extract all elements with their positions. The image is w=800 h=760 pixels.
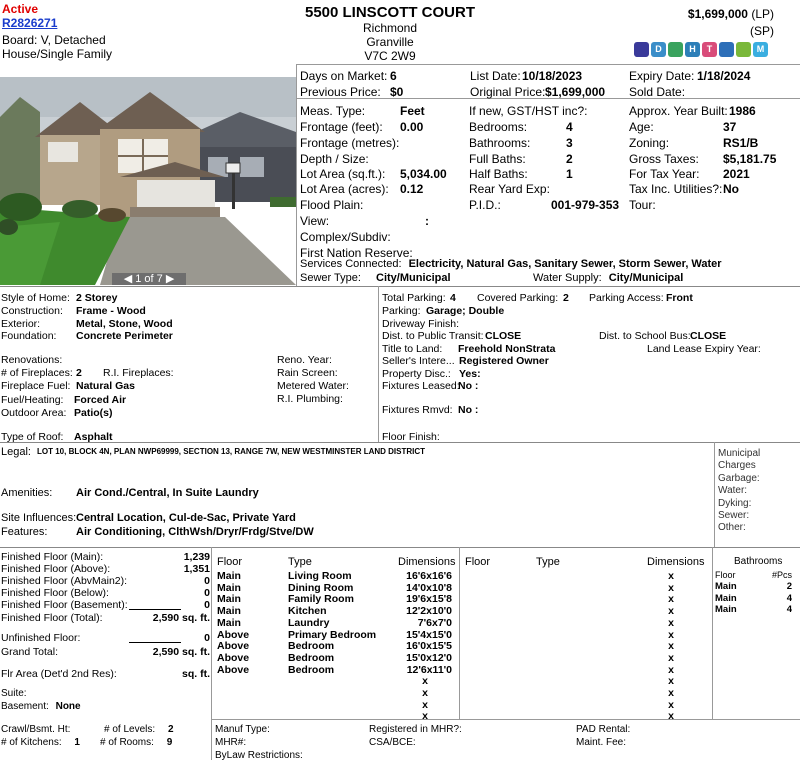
detail-label-18: Age: xyxy=(629,120,654,134)
construction-label-13: Metered Water: xyxy=(277,380,349,392)
construction-label-4: Renovations: xyxy=(1,354,63,366)
parking-value-2: Front xyxy=(666,292,693,304)
floor-area-label: Finished Floor (Below): xyxy=(1,587,109,599)
floor-area-value: 0 xyxy=(204,575,210,587)
city: Richmond xyxy=(362,21,418,35)
detail-value-13: 2 xyxy=(566,152,573,166)
floor-area-value: sq. ft. xyxy=(182,668,210,680)
room-dimensions: 7'6x7'0 xyxy=(417,616,452,629)
room-floor-header: Floor xyxy=(217,556,243,568)
room2-type-header: Type xyxy=(536,556,560,568)
detail-value-11: 4 xyxy=(566,120,573,134)
list-price: $1,699,000 xyxy=(687,7,748,21)
parking-value-1: 2 xyxy=(563,292,569,304)
legal-label: Legal: xyxy=(1,446,31,458)
room2-dimensions: x xyxy=(668,675,674,688)
parking-label-4: Driveway Finish: xyxy=(382,318,460,330)
room2-dimensions: x xyxy=(668,628,674,641)
levels-label: # of Levels: xyxy=(104,724,156,735)
room-dimensions: x xyxy=(422,710,428,723)
construction-value-0: 2 Storey xyxy=(76,292,118,304)
kitchens-label: # of Kitchens: xyxy=(1,737,62,748)
detail-label-19: Zoning: xyxy=(629,136,670,150)
levels-value: 2 xyxy=(167,724,174,735)
room-type-header: Type xyxy=(288,556,312,568)
floor-area-value: 1,239 xyxy=(183,551,210,563)
globe-badge[interactable] xyxy=(719,42,734,57)
manuf-type-label: Manuf Type: xyxy=(215,724,270,735)
parking-value-6: CLOSE xyxy=(690,330,727,342)
room-floor: Above xyxy=(217,651,250,664)
room-floor: Above xyxy=(217,663,250,676)
parking-value-9: Registered Owner xyxy=(459,355,549,367)
construction-label-1: Construction: xyxy=(1,305,63,317)
parking-label-7: Title to Land: xyxy=(382,343,443,355)
floor-area-label: Grand Total: xyxy=(1,646,59,658)
floor-area-value: 2,590 sq. ft. xyxy=(152,646,210,658)
sp-label: (SP) xyxy=(750,24,774,38)
summary-value-1: $0 xyxy=(390,85,404,99)
detail-label-23: Tour: xyxy=(629,198,656,212)
room-dimensions: 12'2x10'0 xyxy=(406,605,452,618)
construction-value-10: Asphalt xyxy=(74,431,113,443)
photo-counter[interactable] xyxy=(112,273,186,285)
detail-value-22: No xyxy=(723,182,739,196)
summary-value-2: 10/18/2023 xyxy=(522,69,583,83)
municipal-item: Sewer: xyxy=(718,510,750,522)
construction-label-8: Fuel/Heating: xyxy=(1,394,64,406)
construction-label-14: R.I. Plumbing: xyxy=(277,393,343,405)
room2-dimensions: x xyxy=(668,570,674,582)
area: Granville xyxy=(366,35,414,49)
construction-label-9: Outdoor Area: xyxy=(1,407,67,419)
room-type: Laundry xyxy=(288,616,330,629)
detail-label-7: View: xyxy=(300,214,330,228)
construction-value-1: Frame - Wood xyxy=(76,305,146,317)
detail-label-3: Depth / Size: xyxy=(300,152,369,166)
postal-code: V7C 2W9 xyxy=(364,49,416,63)
parking-label-2: Parking Access: xyxy=(589,292,664,304)
room-dimensions: 16'6x16'6 xyxy=(406,570,452,582)
detail-label-6: Flood Plain: xyxy=(300,198,364,212)
parking-value-12: No : xyxy=(458,404,479,416)
summary-value-0: 6 xyxy=(390,69,397,83)
detail-label-17: Approx. Year Built: xyxy=(629,104,728,118)
room-dimensions: 16'0x15'5 xyxy=(406,640,452,653)
room-type: Bedroom xyxy=(288,640,335,653)
room-type: Primary Bedroom xyxy=(288,628,377,641)
room-dimensions: 15'4x15'0 xyxy=(406,628,452,641)
detail-value-18: 37 xyxy=(723,120,737,134)
room2-dimensions: x xyxy=(668,698,674,711)
parking-label-12: Fixtures Rmvd: xyxy=(382,404,453,416)
parking-label-13: Floor Finish: xyxy=(382,431,440,443)
address-title: 5500 LINSCOTT COURT xyxy=(304,4,476,21)
room-dimensions: 15'0x12'0 xyxy=(406,651,452,664)
chart-badge[interactable] xyxy=(668,42,683,57)
registered-mhr-label: Registered in MHR?: xyxy=(369,724,462,735)
summary-label-0: Days on Market: xyxy=(300,69,388,83)
summary-label-2: List Date: xyxy=(470,69,521,83)
legal-text: LOT 10, BLOCK 4N, PLAN NWP69999, SECTION 13, RANGE 7W, NEW WESTMINSTER LAND DISTRICT xyxy=(37,447,426,456)
services-row xyxy=(300,258,722,270)
m-badge[interactable]: M xyxy=(753,42,768,57)
sewer-value: City/Municipal xyxy=(376,272,451,284)
rooms-count-row xyxy=(100,737,172,748)
construction-value-8: Forced Air xyxy=(74,394,127,406)
construction-value-5: 2 xyxy=(76,367,82,379)
construction-label-10: Type of Roof: xyxy=(1,431,64,443)
water-supply-row xyxy=(533,272,683,284)
construction-label-0: Style of Home: xyxy=(1,292,70,304)
basement-row xyxy=(1,701,81,712)
floor-area-value: 2,590 sq. ft. xyxy=(152,612,210,624)
room-floor: Main xyxy=(217,593,241,606)
construction-label-11: Reno. Year: xyxy=(277,354,332,366)
room2-dimensions: x xyxy=(668,687,674,699)
csa-label: CSA/BCE: xyxy=(369,737,416,748)
floor-area-label: Finished Floor (Total): xyxy=(1,612,103,624)
amenities-value: Air Cond./Central, In Suite Laundry xyxy=(76,487,259,499)
next-arrow-icon[interactable]: ▶ xyxy=(165,273,175,285)
detail-label-9: First Nation Reserve: xyxy=(300,246,413,260)
floor-area-value: 0 xyxy=(204,599,210,611)
floor-area-label: Finished Floor (Above): xyxy=(1,563,111,575)
room-floor: Main xyxy=(217,570,241,582)
construction-label-7: Fireplace Fuel: xyxy=(1,380,71,392)
summary-label-3: Original Price: xyxy=(470,85,546,99)
room-floor: Main xyxy=(217,605,241,618)
parking-value-0: 4 xyxy=(450,292,456,304)
bath-pcs: 2 xyxy=(786,581,792,592)
water-supply-value: City/Municipal xyxy=(608,272,684,284)
construction-label-2: Exterior: xyxy=(1,318,41,330)
construction-label-5: # of Fireplaces: xyxy=(1,367,73,379)
prev-arrow-icon[interactable]: ◀ xyxy=(123,273,133,285)
municipal-item: Garbage: xyxy=(718,472,760,484)
detail-value-1: 0.00 xyxy=(400,120,424,134)
municipal-item: Other: xyxy=(718,522,746,534)
board-text: Board: V, Detached xyxy=(2,33,106,47)
detail-label-12: Bathrooms: xyxy=(469,136,531,150)
room-dimensions: x xyxy=(422,675,428,688)
detail-value-14: 1 xyxy=(566,167,573,181)
maint-fee-label: Maint. Fee: xyxy=(576,737,627,748)
services-value: Electricity, Natural Gas, Sanitary Sewer, Storm Sewer, Water xyxy=(408,258,722,270)
amenities-label: Amenities: xyxy=(1,487,53,499)
bath-pcs: 4 xyxy=(786,592,792,604)
room2-dimensions: x xyxy=(668,663,674,676)
bath-floor: Main xyxy=(715,604,737,615)
bath-floor-header: Floor xyxy=(715,570,736,580)
detail-value-4: 5,034.00 xyxy=(400,167,447,181)
summary-label-4: Expiry Date: xyxy=(629,69,695,83)
detail-label-11: Bedrooms: xyxy=(469,120,528,134)
parking-label-8: Land Lease Expiry Year: xyxy=(647,343,761,355)
floor-area-value: 1,351 xyxy=(183,563,210,575)
pad-rental-label: PAD Rental: xyxy=(576,724,631,735)
detail-label-21: For Tax Year: xyxy=(629,167,700,181)
detail-label-5: Lot Area (acres): xyxy=(300,182,389,196)
room2-floor-header: Floor xyxy=(465,556,491,568)
parking-value-11: No : xyxy=(458,380,479,392)
rooms-count-label: # of Rooms: xyxy=(100,737,154,748)
detail-value-0: Feet xyxy=(400,104,425,118)
rooms-count-value: 9 xyxy=(166,737,173,748)
listing-number-link[interactable]: R2826271 xyxy=(2,16,58,30)
detail-value-7: : xyxy=(425,214,429,228)
detail-value-17: 1986 xyxy=(729,104,756,118)
levels-row xyxy=(104,724,174,735)
room-type: Living Room xyxy=(288,570,352,582)
room2-dim-header: Dimensions xyxy=(647,556,705,568)
room2-dimensions: x xyxy=(668,581,674,594)
parking-value-7: Freehold NonStrata xyxy=(458,343,556,355)
municipal-title: Municipal Charges xyxy=(718,448,761,472)
detail-label-0: Meas. Type: xyxy=(300,104,366,118)
list-price-row xyxy=(688,7,774,21)
room2-dimensions: x xyxy=(668,616,674,629)
parking-label-9: Seller's Intere... xyxy=(382,355,455,367)
parking-value-10: Yes: xyxy=(459,368,481,380)
detail-label-1: Frontage (feet): xyxy=(300,120,383,134)
photo-counter-text: 1 of 7 xyxy=(135,273,163,285)
room-dimensions: x xyxy=(422,687,428,699)
detail-value-16: 001-979-353 xyxy=(551,198,620,212)
bath-floor: Main xyxy=(715,581,737,592)
basement-value: None xyxy=(55,701,81,712)
mhr-label: MHR#: xyxy=(215,737,247,748)
room2-dimensions: x xyxy=(668,605,674,618)
room-type: Bedroom xyxy=(288,651,335,664)
room-floor: Above xyxy=(217,628,250,641)
room2-dimensions: x xyxy=(668,710,674,723)
floor-area-label: Finished Floor (AbvMain2): xyxy=(1,575,128,587)
room2-dimensions: x xyxy=(668,651,674,664)
features-value: Air Conditioning, ClthWsh/Dryr/Frdg/Stve/DW xyxy=(76,526,314,538)
d-badge[interactable]: D xyxy=(651,42,666,57)
room-floor: Main xyxy=(217,581,241,594)
floor-area-label: Finished Floor (Basement): xyxy=(1,599,128,611)
construction-value-7: Natural Gas xyxy=(76,380,135,392)
room2-dimensions: x xyxy=(668,640,674,653)
floor-area-value: 0 xyxy=(204,632,210,644)
construction-value-9: Patio(s) xyxy=(74,407,113,419)
detail-value-21: 2021 xyxy=(723,167,750,181)
room2-dimensions: x xyxy=(668,593,674,606)
detail-label-20: Gross Taxes: xyxy=(629,152,699,166)
t-badge[interactable]: T xyxy=(702,42,717,57)
bathrooms-title: Bathrooms xyxy=(734,556,783,567)
room-floor: Main xyxy=(217,616,241,629)
detail-value-19: RS1/B xyxy=(723,136,759,150)
summary-value-4: 1/18/2024 xyxy=(697,69,751,83)
house-photo xyxy=(0,77,296,285)
summary-label-1: Previous Price: xyxy=(300,85,381,99)
floor-area-label: Flr Area (Det'd 2nd Res): xyxy=(1,668,117,680)
floor-area-value: 0 xyxy=(204,587,210,599)
crawl-label: Crawl/Bsmt. Ht: xyxy=(1,724,71,735)
floor-area-label: Finished Floor (Main): xyxy=(1,551,104,563)
detail-label-22: Tax Inc. Utilities?: xyxy=(629,182,723,196)
construction-label-12: Rain Screen: xyxy=(277,367,338,379)
address-block xyxy=(240,4,540,63)
bath-floor: Main xyxy=(715,592,737,604)
detail-label-14: Half Baths: xyxy=(469,167,528,181)
site-influences-label: Site Influences: xyxy=(1,512,77,524)
parking-value-3: Garage; Double xyxy=(426,305,505,317)
room-type: Dining Room xyxy=(288,581,354,594)
h-badge[interactable]: H xyxy=(685,42,700,57)
municipal-charges xyxy=(718,448,800,535)
parking-label-10: Property Disc.: xyxy=(382,368,451,380)
floor-area-label: Unfinished Floor: xyxy=(1,632,81,644)
parking-label-11: Fixtures Leased: xyxy=(382,380,460,392)
glasses-badge[interactable] xyxy=(634,42,649,57)
room-dimensions: x xyxy=(422,698,428,711)
summary-label-5: Sold Date: xyxy=(629,85,686,99)
listing-photo[interactable] xyxy=(0,77,296,285)
water-supply-label: Water Supply: xyxy=(533,272,602,284)
features-label: Features: xyxy=(1,526,48,538)
room-floor: Above xyxy=(217,640,250,653)
kitchens-value: 1 xyxy=(74,737,80,748)
bylaw-label: ByLaw Restrictions: xyxy=(215,750,303,760)
room-dim-header: Dimensions xyxy=(398,556,456,568)
services-label: Services Connected: xyxy=(300,258,402,270)
detail-label-4: Lot Area (sq.ft.): xyxy=(300,167,386,181)
detail-label-15: Rear Yard Exp: xyxy=(469,182,550,196)
municipal-item: Water: xyxy=(718,485,748,497)
room-dimensions: 12'6x11'0 xyxy=(406,663,452,676)
room-type: Bedroom xyxy=(288,663,335,676)
detail-label-16: P.I.D.: xyxy=(469,198,501,212)
municipal-item: Dyking: xyxy=(718,497,752,509)
parking-label-6: Dist. to School Bus: xyxy=(599,330,691,342)
lp-label: (LP) xyxy=(751,7,774,21)
wf-badge[interactable] xyxy=(736,42,751,57)
construction-label-6: R.I. Fireplaces: xyxy=(103,367,174,379)
detail-label-10: If new, GST/HST inc?: xyxy=(469,104,588,118)
detail-value-5: 0.12 xyxy=(400,182,424,196)
bath-pcs-header: #Pcs xyxy=(772,570,793,580)
room-dimensions: 14'0x10'8 xyxy=(406,581,452,594)
bath-pcs: 4 xyxy=(786,604,792,615)
sewer-row xyxy=(300,272,451,284)
parking-label-3: Parking: xyxy=(382,305,421,317)
basement-label: Basement: xyxy=(1,701,49,712)
room-dimensions: 19'6x15'8 xyxy=(406,593,452,606)
room-type: Kitchen xyxy=(288,605,327,618)
construction-label-3: Foundation: xyxy=(1,330,57,342)
detail-label-8: Complex/Subdiv: xyxy=(300,230,391,244)
property-type: House/Single Family xyxy=(2,47,113,61)
site-influences-value: Central Location, Cul-de-Sac, Private Yard xyxy=(76,512,296,524)
parking-value-5: CLOSE xyxy=(485,330,522,342)
suite-label: Suite: xyxy=(1,688,27,699)
room-type: Family Room xyxy=(288,593,354,606)
parking-label-0: Total Parking: xyxy=(382,292,446,304)
status-label: Active xyxy=(2,2,39,16)
detail-label-2: Frontage (metres): xyxy=(300,136,400,150)
sewer-label: Sewer Type: xyxy=(300,272,361,284)
parking-label-1: Covered Parking: xyxy=(477,292,559,304)
detail-value-20: $5,181.75 xyxy=(723,152,777,166)
kitchens-row xyxy=(1,737,80,748)
summary-value-3: $1,699,000 xyxy=(545,85,606,99)
badge-row xyxy=(634,42,768,57)
parking-label-5: Dist. to Public Transit: xyxy=(382,330,484,342)
detail-value-12: 3 xyxy=(566,136,573,150)
construction-value-2: Metal, Stone, Wood xyxy=(76,318,173,330)
detail-label-13: Full Baths: xyxy=(469,152,526,166)
construction-value-3: Concrete Perimeter xyxy=(76,330,173,342)
